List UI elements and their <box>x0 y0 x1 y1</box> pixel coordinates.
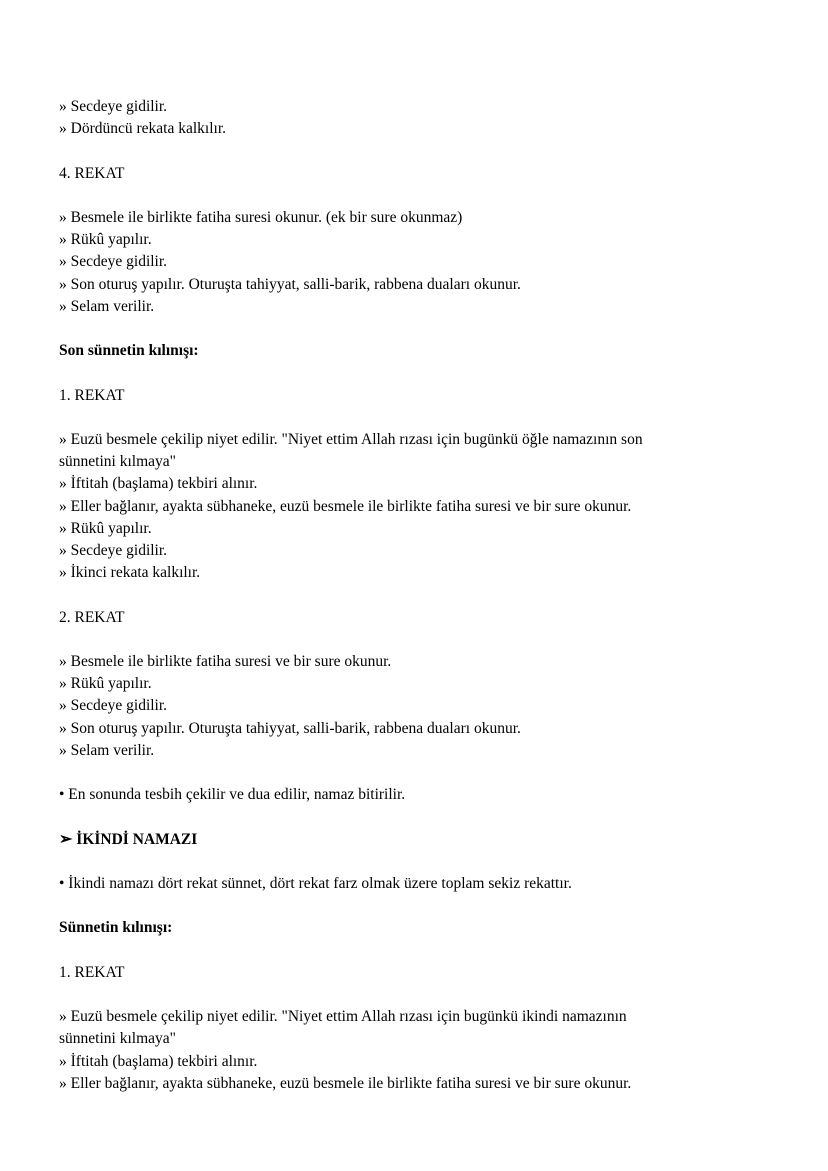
list-item-continuation: sünnetini kılmaya" <box>59 453 176 471</box>
bullet-note: • En sonunda tesbih çekilir ve dua edilir, namaz bitirilir. <box>59 786 406 804</box>
list-item: » Rükû yapılır. <box>59 675 152 693</box>
list-item: » Dördüncü rekata kalkılır. <box>59 120 227 138</box>
section-title-ikindi <box>59 829 779 851</box>
list-item: » Selam verilir. <box>59 297 155 315</box>
spacer <box>59 318 779 340</box>
list-item: » İftitah (başlama) tekbiri alınır. <box>59 475 258 493</box>
spacer <box>59 185 779 207</box>
list-item: » Rükû yapılır. <box>59 231 152 249</box>
subsection-title-son-sunnet: Son sünnetin kılınışı: <box>59 342 199 360</box>
list-item: » Euzü besmele çekilip niyet edilir. "Niyet ettim Allah rızası için bugünkü ikindi namazının <box>59 1008 627 1026</box>
spacer <box>59 584 779 606</box>
list-item: » Secdeye gidilir. <box>59 541 168 559</box>
spacer <box>59 407 779 429</box>
list-item: » Eller bağlanır, ayakta sübhaneke, euzü besmele ile birlikte fatiha suresi ve bir sure okunur. <box>59 497 632 515</box>
list-item: » Secdeye gidilir. <box>59 697 168 715</box>
spacer <box>59 629 779 651</box>
list-item: » Besmele ile birlikte fatiha suresi okunur. (ek bir sure okunmaz) <box>59 208 463 226</box>
list-item: » Selam verilir. <box>59 741 155 759</box>
spacer <box>59 984 779 1006</box>
section-heading-rekat-2: 2. REKAT <box>59 608 125 626</box>
subsection-title-sunnet: Sünnetin kılınışı: <box>59 919 173 937</box>
spacer <box>59 806 779 828</box>
spacer <box>59 851 779 873</box>
spacer <box>59 362 779 384</box>
spacer <box>59 940 779 962</box>
list-item: » İkinci rekata kalkılır. <box>59 564 201 582</box>
list-item: » Euzü besmele çekilip niyet edilir. "Niyet ettim Allah rızası için bugünkü öğle namazının son <box>59 430 643 448</box>
spacer <box>59 140 779 162</box>
list-item: » Son oturuş yapılır. Oturuşta tahiyyat, salli-barik, rabbena duaları okunur. <box>59 719 521 737</box>
list-item-continuation: sünnetini kılmaya" <box>59 1030 176 1048</box>
section-heading-rekat-4: 4. REKAT <box>59 164 125 182</box>
list-item: » Secdeye gidilir. <box>59 253 168 271</box>
bullet-note: • İkindi namazı dört rekat sünnet, dört rekat farz olmak üzere toplam sekiz rekattır. <box>59 874 572 892</box>
spacer <box>59 762 779 784</box>
section-heading-rekat-1: 1. REKAT <box>59 386 125 404</box>
section-heading-rekat-1: 1. REKAT <box>59 963 125 981</box>
list-item: » Rükû yapılır. <box>59 519 152 537</box>
list-item: » İftitah (başlama) tekbiri alınır. <box>59 1052 258 1070</box>
arrow-bullet-icon: ➢ <box>59 830 73 848</box>
document-page <box>59 96 779 1095</box>
list-item: » Besmele ile birlikte fatiha suresi ve bir sure okunur. <box>59 652 392 670</box>
list-item: » Eller bağlanır, ayakta sübhaneke, euzü besmele ile birlikte fatiha suresi ve bir sure okunur. <box>59 1074 632 1092</box>
section-title-text: İKİNDİ NAMAZI <box>76 830 198 848</box>
list-item: » Son oturuş yapılır. Oturuşta tahiyyat, salli-barik, rabbena duaları okunur. <box>59 275 521 293</box>
list-item: » Secdeye gidilir. <box>59 98 168 115</box>
spacer <box>59 895 779 917</box>
